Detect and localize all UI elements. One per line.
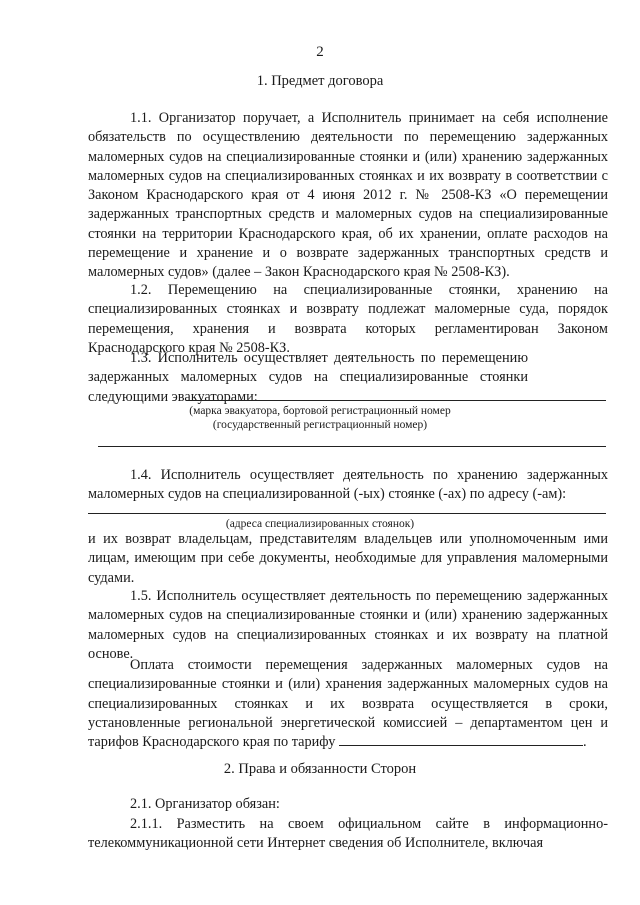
caption-tow-truck-state-number: (государственный регистрационный номер) — [212, 419, 428, 431]
address-fill-line — [88, 513, 606, 514]
section-1-title: 1. Предмет договора — [256, 73, 384, 89]
tow-truck-fill-line — [186, 400, 606, 401]
payment-end: . — [582, 734, 587, 751]
caption-tow-truck-brand: (марка эвакуатора, бортовой регистрационный номер — [189, 405, 451, 417]
section-2-title: 2. Права и обязанности Сторон — [223, 761, 417, 777]
paragraph-1-4: 1.4. Исполнитель осуществляет деятельность по хранению задержанных маломерных судов на специализированной (-ых) стоянке (-ах) по адресу (-ам): — [88, 467, 608, 503]
paragraph-1-4-continuation: и их возврат владельцам, представителям владельцев или уполномоченным ими лицам, имеющим при себе документы, необходимые для управления маломерными судами. — [88, 531, 608, 586]
payment-text: Оплата стоимости перемещения задержанных маломерных судов на специализированные стоянки и (или) хранения задержанных маломерных судов на специализированных стоянках и их возврата осуществляется в сроки, установленные региональной энергетической комиссией – департаментом цен и тарифов Краснодарского края по тарифу — [88, 657, 608, 751]
caption-parking-addresses: (адреса специализированных стоянок) — [225, 518, 415, 530]
paragraph-1-2: 1.2. Перемещению на специализированные стоянки, хранению на специализированных стоянках и возврату подлежат маломерные суда, порядок перемещения, хранения и возврата которых регламентирован Законом Краснодарского края № 2508-КЗ. — [88, 282, 608, 356]
page-number: 2 — [316, 44, 324, 60]
paragraph-1-1: 1.1. Организатор поручает, а Исполнитель принимает на себя исполнение обязательств по осуществлению деятельности по перемещению задержанных маломерных судов на специализированные стоянки и (или) хранению задержанных маломерных судов на специализированных стоянках и их возврату в соответствии с Законом Краснодарского края от 4 июня 2012 г. № 2508-КЗ «О перемещении задержанных транспортных средств и маломерных судов на специализированные стоянки на территории Краснодарского края, об их хранении, оплате расходов на перемещение и хранение и о возврате задержанных транспортных средств и маломерных судов» (далее – Закон Краснодарского края № 2508-КЗ). — [88, 110, 608, 281]
tow-truck-fill-line-2 — [98, 446, 606, 447]
paragraph-payment — [88, 656, 608, 752]
paragraph-2-1-1: 2.1.1. Разместить на своем официальном сайте в информационно-телекоммуникационной сети Интернет сведения об Исполнителе, включая — [88, 816, 608, 852]
paragraph-1-3: 1.3. Исполнитель осуществляет деятельность по перемещению задержанных маломерных судов на специализированные стоянки следующими эвакуаторами: — [88, 350, 528, 405]
paragraph-2-1: 2.1. Организатор обязан: — [130, 796, 280, 812]
paragraph-1-5: 1.5. Исполнитель осуществляет деятельность по перемещению задержанных маломерных судов на специализированные стоянки и (или) хранению задержанных маломерных судов на специализированных стоянках и их возврату на платной основе. — [88, 588, 608, 662]
tariff-fill-line — [339, 733, 583, 746]
